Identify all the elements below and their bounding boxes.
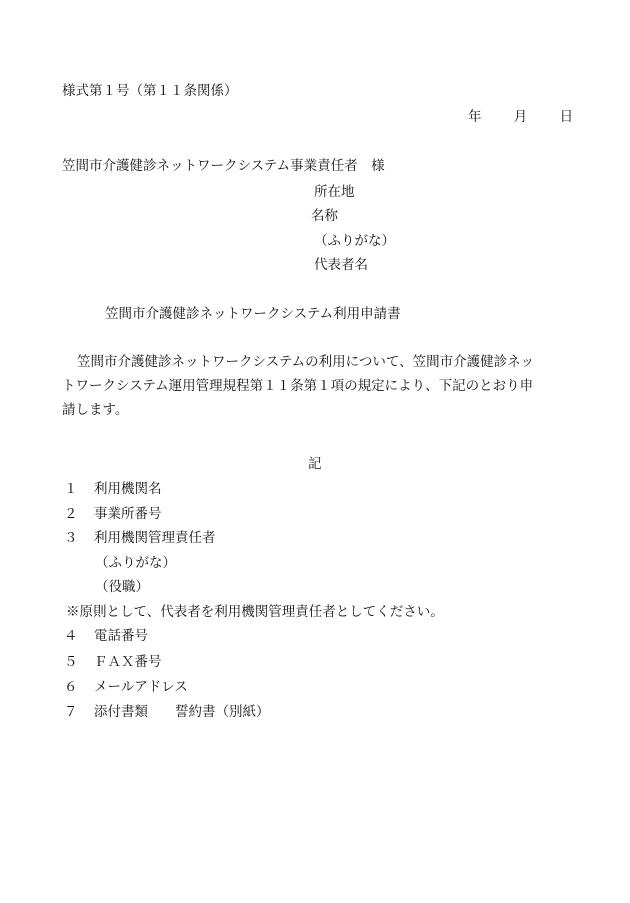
item-label: 添付書類 誓約書（別紙）	[94, 704, 270, 720]
item-number: ６	[64, 679, 78, 695]
list-item	[64, 628, 148, 644]
list-item	[64, 530, 216, 546]
date-month: 月	[513, 109, 528, 125]
date-year: 年	[468, 109, 482, 125]
note-text: ※原則として、代表者を利用機関管理責任者としてください。	[66, 604, 444, 620]
addressee: 笠間市介護健診ネットワークシステム事業責任者 様	[62, 158, 385, 174]
item-label: 電話番号	[94, 628, 148, 644]
body-line: 笠間市介護健診ネットワークシステムの利用について、笠間市介護健診ネッ	[77, 354, 535, 370]
list-item	[64, 481, 162, 497]
ki-heading: 記	[308, 456, 322, 472]
date-day: 日	[559, 109, 574, 125]
list-item	[64, 654, 162, 670]
item-label: 利用機関名	[94, 481, 162, 497]
body-line: トワークシステム運用管理規程第１１条第１項の規定により、下記のとおり申	[62, 378, 534, 394]
applicant-furigana-label: （ふりがな）	[314, 233, 395, 249]
document-title: 笠間市介護健診ネットワークシステム利用申請書	[105, 306, 401, 322]
applicant-representative-label: 代表者名	[314, 257, 368, 273]
date-line	[468, 109, 573, 125]
item-number: ４	[64, 628, 78, 644]
applicant-address-label: 所在地	[314, 184, 355, 200]
item-number: １	[64, 481, 78, 497]
list-item	[64, 679, 188, 695]
form-number-label: 様式第１号（第１１条関係）	[62, 83, 238, 99]
applicant-name-label: 名称	[311, 208, 338, 224]
item-label: ＦＡＸ番号	[94, 654, 162, 670]
item-label: メールアドレス	[94, 679, 188, 695]
item-number: ２	[64, 506, 78, 522]
item-number: ５	[64, 654, 78, 670]
item3-furigana: （ふりがな）	[95, 555, 176, 571]
item-label: 事業所番号	[94, 506, 162, 522]
list-item	[64, 704, 270, 720]
item-number: ３	[64, 530, 78, 546]
body-paragraph	[62, 350, 582, 422]
list-item	[64, 506, 162, 522]
item-label: 利用機関管理責任者	[94, 530, 216, 546]
body-line: 請します。	[62, 402, 129, 418]
item-number: ７	[64, 704, 78, 720]
item3-position: （役職）	[95, 579, 149, 595]
